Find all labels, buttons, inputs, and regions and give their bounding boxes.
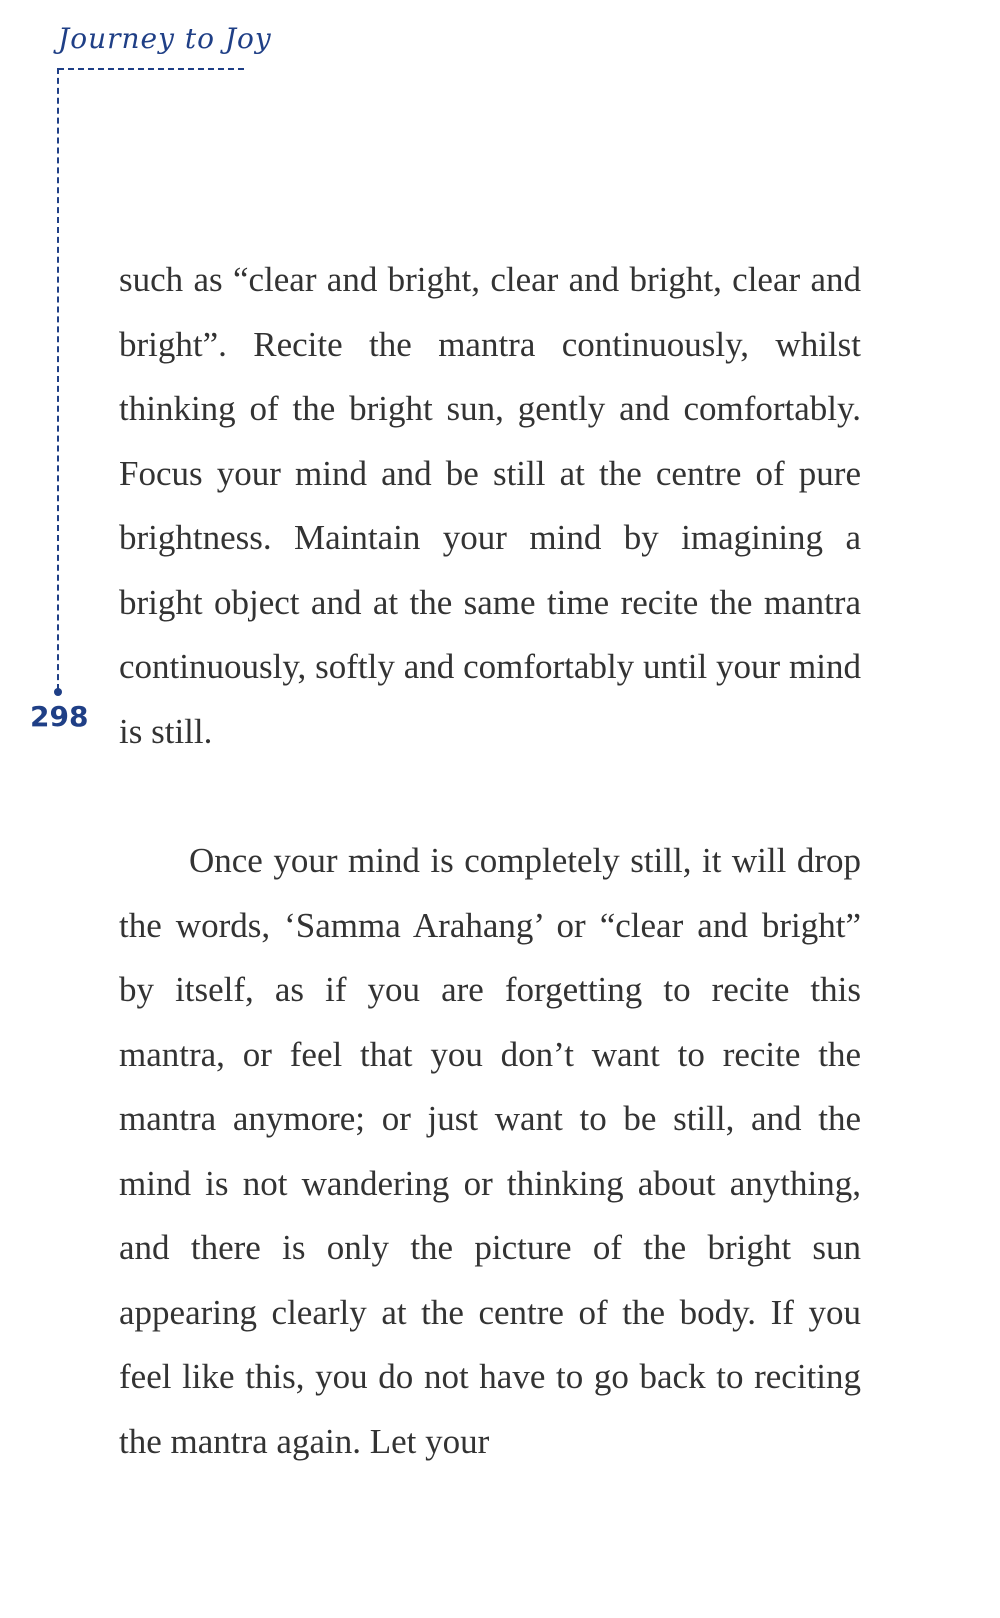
header-dashed-rule <box>58 68 244 70</box>
page-number: 298 <box>30 700 89 733</box>
paragraph-2: Once your mind is completely still, it will drop the words, ‘Samma Arahang’ or “clear and bright” by itself, as if you are forgetting to recite this mantra, or feel that you don’t want to recite the mantra anymore; or just want to be still, and the mind is not wandering or thinking about anything, and there is only the picture of the bright sun appearing clearly at the centre of the body. If you feel like this, you do not have to go back to reciting the mantra again. Let your <box>119 841 861 1461</box>
paragraph-1: such as “clear and bright, clear and bright, clear and bright”. Recite the mantra continuously, whilst thinking of the bright sun, gently and comfortably. Focus your mind and be still at the centre of pure brightness. Maintain your mind by imagining a bright object and at the same time recite the mantra continuously, softly and comfortably until your mind is still. <box>119 260 861 751</box>
margin-dashed-line <box>57 68 59 690</box>
margin-line-end-dot <box>54 688 62 696</box>
running-header-title: Journey to Joy <box>58 22 272 55</box>
